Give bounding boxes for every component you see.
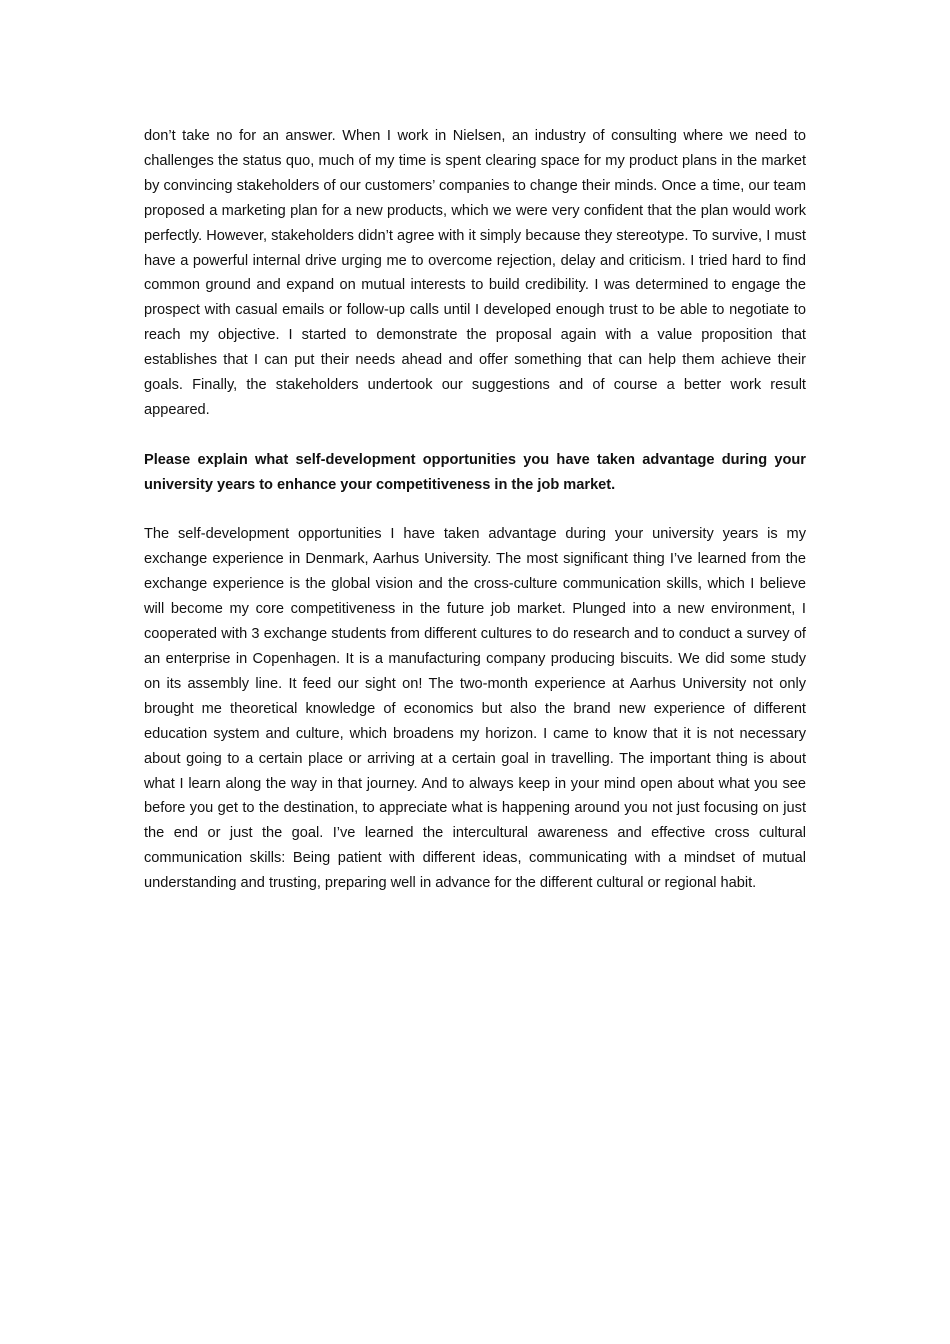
paragraph-exchange-experience: The self-development opportunities I have taken advantage during your university years is my exchange experience in Denmark, Aarhus University. The most significant thing I’ve learned from the exchange experience is the global vision and the cross-culture communication skills, which I believe will become my core competitiveness in the future job market. Plunged into a new environment, I cooperated with 3 exchange students from different cultures to do research and to conduct a survey of an enterprise in Copenhagen. It is a manufacturing company producing biscuits. We did some study on its assembly line. It feed our sight on! The two-month experience at Aarhus University not only brought me theoretical knowledge of economics but also the brand new experience of different education system and culture, which broadens my horizon. I came to know that it is not necessary about going to a certain place or arriving at a certain goal in travelling. The important thing is about what I learn along the way in that journey. And to always keep in your mind open about what you see before you get to the destination, to appreciate what is happening around you not just focusing on just the end or just the goal. I’ve learned the intercultural awareness and effective cross cultural communication skills: Being patient with different ideas, communicating with a mindset of mutual understanding and trusting, preparing well in advance for the different cultural or regional habit. <box>144 526 806 892</box>
question-self-development: Please explain what self-development opportunities you have taken advantage during your university years to enhance your competitiveness in the job market. <box>144 451 806 493</box>
document-body <box>144 124 806 921</box>
paragraph-nielsen-experience: don’t take no for an answer. When I work in Nielsen, an industry of consulting where we need to challenges the status quo, much of my time is spent clearing space for my product plans in the market by convincing stakeholders of our customers’ companies to change their minds. Once a time, our team proposed a marketing plan for a new products, which we were very confident that the plan would work perfectly. However, stakeholders didn’t agree with it simply because they stereotype. To survive, I must have a powerful internal drive urging me to overcome rejection, delay and criticism. I tried hard to find common ground and expand on mutual interests to build credibility. I was determined to engage the prospect with casual emails or follow-up calls until I developed enough trust to be able to negotiate to reach my objective. I started to demonstrate the proposal again with a value proposition that establishes that I can put their needs ahead and offer something that can help them achieve their goals. Finally, the stakeholders undertook our suggestions and of course a better work result appeared. <box>144 128 806 418</box>
